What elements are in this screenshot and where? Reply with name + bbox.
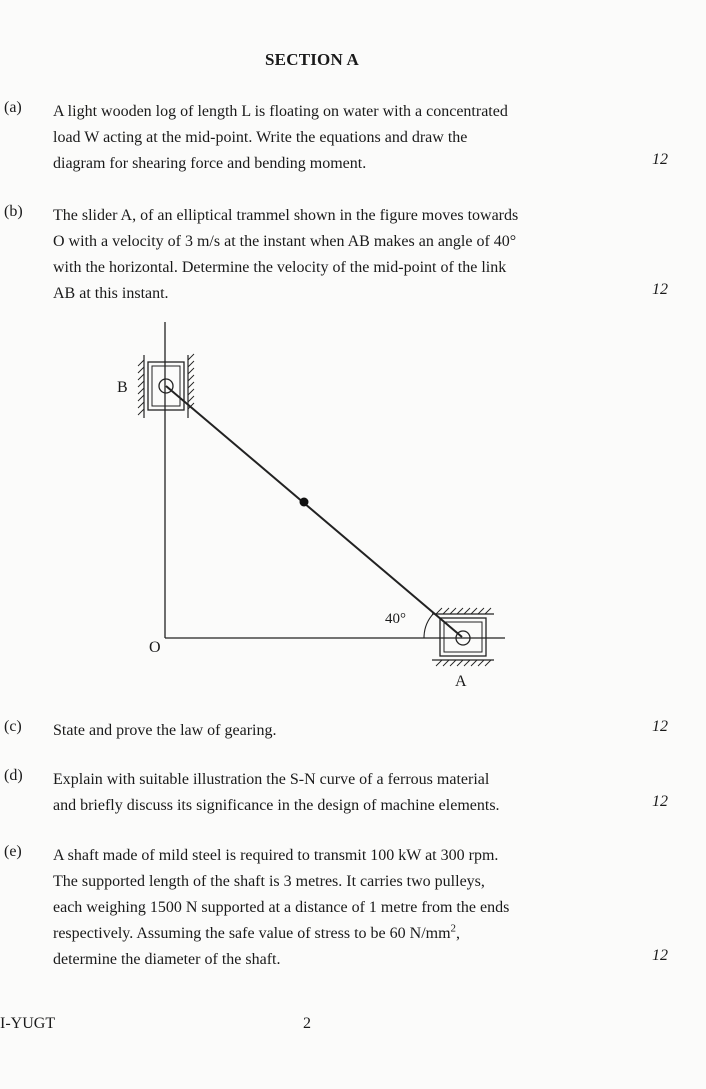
- slider-a-bottom-hatch: [436, 660, 491, 666]
- link-ab: [166, 386, 462, 637]
- question-e-text: [53, 843, 633, 973]
- question-d-marks: 12: [652, 793, 668, 810]
- question-e-line-2: The supported length of the shaft is 3 metres. It carries two pulleys,: [53, 873, 485, 890]
- label-o: O: [149, 639, 161, 656]
- section-title: SECTION A: [265, 50, 359, 69]
- question-b-line-1: The slider A, of an elliptical trammel shown in the figure moves towards: [53, 207, 519, 224]
- question-a-line-3: diagram for shearing force and bending moment.: [53, 155, 367, 172]
- question-e-superscript: 2: [450, 922, 457, 935]
- question-d-line-2: and briefly discuss its significance in the design of machine elements.: [53, 797, 500, 814]
- question-d-text: [53, 767, 633, 819]
- question-e-line-4-text: respectively. Assuming the safe value of stress to be 60 N/mm: [53, 925, 451, 942]
- question-b-line-4: AB at this instant.: [53, 285, 169, 302]
- question-e-line-3: each weighing 1500 N supported at a distance of 1 metre from the ends: [53, 899, 510, 916]
- slider-a-top-hatch: [436, 608, 491, 614]
- angle-label: 40°: [385, 611, 406, 627]
- trammel-figure: [100, 315, 520, 695]
- question-e-label: (e): [4, 843, 22, 860]
- question-b-label: (b): [4, 203, 23, 220]
- question-e-line-4: [53, 921, 633, 947]
- question-e-line-1: A shaft made of mild steel is required to transmit 100 kW at 300 rpm.: [53, 847, 499, 864]
- question-c-text: [53, 718, 633, 744]
- question-a-text: [53, 99, 633, 177]
- question-b-line-3: with the horizontal. Determine the velocity of the mid-point of the link: [53, 259, 507, 276]
- question-c-label: (c): [4, 718, 22, 735]
- question-a-line-2: load W acting at the mid-point. Write the equations and draw the: [53, 129, 468, 146]
- question-a-marks: 12: [652, 151, 668, 168]
- question-d-label: (d): [4, 767, 23, 784]
- label-a: A: [455, 673, 467, 690]
- question-e-line-5: determine the diameter of the shaft.: [53, 951, 281, 968]
- question-a-label: (a): [4, 99, 22, 116]
- slider-b-left-hatch: [138, 360, 144, 415]
- slider-b-right-hatch: [188, 354, 194, 409]
- question-e-trailing: ,: [456, 925, 461, 942]
- angle-arc: [424, 613, 434, 638]
- question-b-text: [53, 203, 633, 307]
- question-c-line-1: State and prove the law of gearing.: [53, 722, 277, 739]
- footer-code: I-YUGT: [0, 1015, 56, 1032]
- question-b-marks: 12: [652, 281, 668, 298]
- page-number: 2: [303, 1015, 311, 1032]
- question-e-marks: 12: [652, 947, 668, 964]
- label-b: B: [117, 379, 128, 396]
- question-a-line-1: A light wooden log of length L is floating on water with a concentrated: [53, 103, 508, 120]
- link-midpoint: [300, 498, 309, 507]
- question-d-line-1: Explain with suitable illustration the S-N curve of a ferrous material: [53, 771, 490, 788]
- question-c-marks: 12: [652, 718, 668, 735]
- question-b-line-2: O with a velocity of 3 m/s at the instant when AB makes an angle of 40°: [53, 233, 517, 250]
